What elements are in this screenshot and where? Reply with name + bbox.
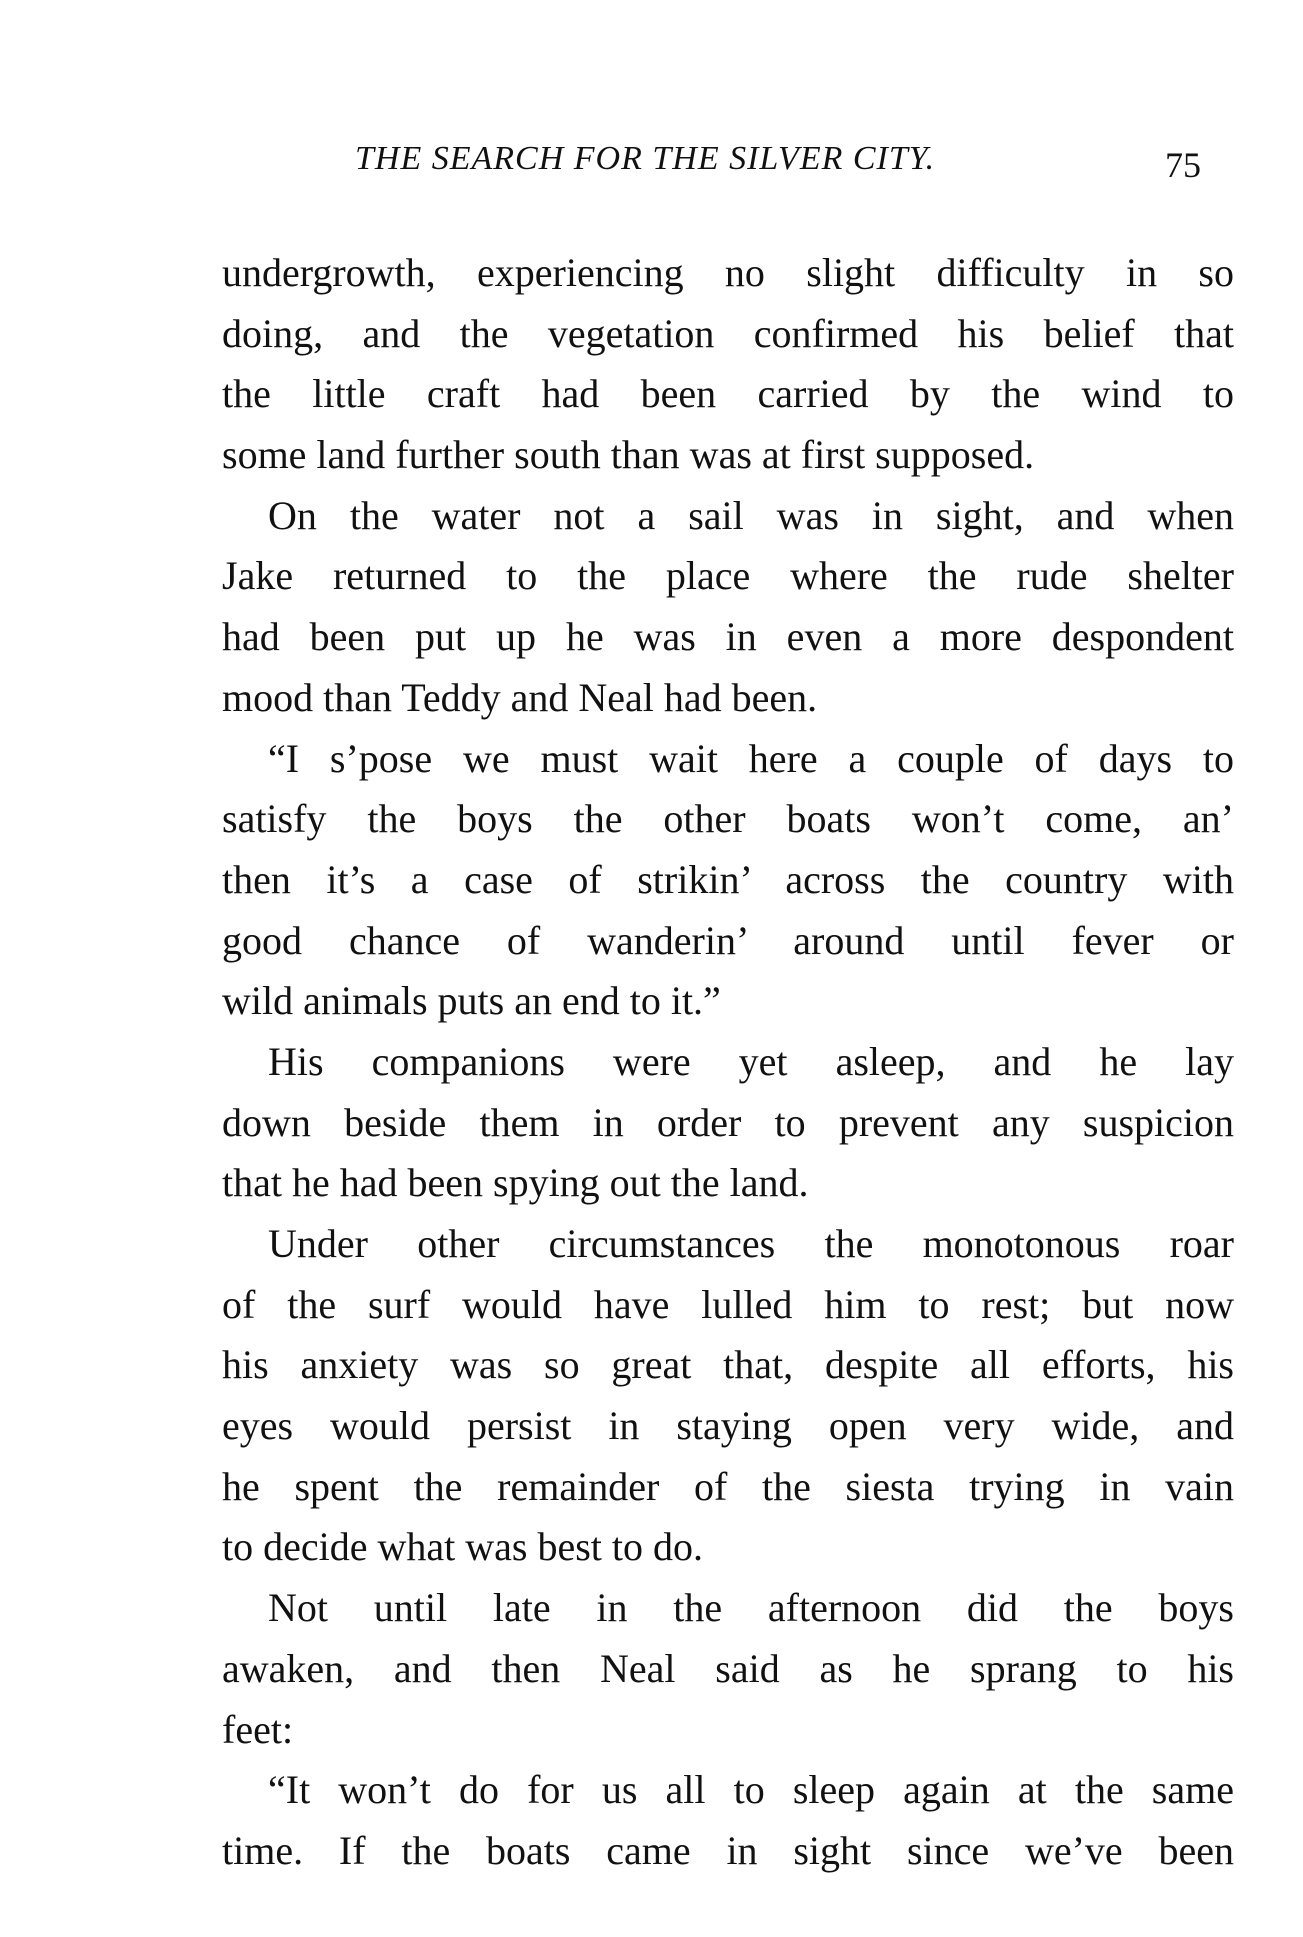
text-line: undergrowth, experiencing no slight difficulty in so [222, 250, 1234, 295]
text-line: of the surf would have lulled him to rest; but now [222, 1281, 1234, 1327]
text-line: some land further south than was at first supposed. [222, 432, 1035, 478]
text-line: the little craft had been carried by the wind to [222, 371, 1234, 417]
text-line: Not until late in the afternoon did the boys [268, 1585, 1234, 1631]
text-line: then it’s a case of strikin’ across the country with [222, 856, 1234, 902]
text-line: doing, and the vegetation confirmed his belief that [222, 310, 1234, 356]
text-line: satisfy the boys the other boats won’t come, an’ [222, 796, 1234, 842]
text-line: mood than Teddy and Neal had been. [222, 674, 818, 720]
text-line: wild animals puts an end to it.” [222, 978, 721, 1024]
text-line: “It won’t do for us all to sleep again at the same [268, 1767, 1234, 1813]
text-line: his anxiety was so great that, despite all efforts, his [222, 1342, 1234, 1388]
text-line: had been put up he was in even a more despondent [222, 614, 1234, 660]
text-line: Jake returned to the place where the rude shelter [222, 553, 1234, 599]
text-line: that he had been spying out the land. [222, 1160, 809, 1206]
text-line: down beside them in order to prevent any suspicion [222, 1099, 1234, 1145]
text-line: awaken, and then Neal said as he sprang to his [222, 1645, 1234, 1691]
page-number: 75 [1165, 145, 1201, 185]
text-line: feet: [222, 1706, 294, 1752]
running-head [0, 140, 1303, 190]
text-line: he spent the remainder of the siesta trying in vain [222, 1463, 1234, 1509]
text-line: Under other circumstances the monotonous roar [268, 1221, 1234, 1266]
text-line: good chance of wanderin’ around until fever or [222, 917, 1234, 963]
text-line: On the water not a sail was in sight, and when [268, 492, 1234, 538]
text-line: time. If the boats came in sight since we’ve been [222, 1827, 1234, 1873]
body-text [222, 243, 1234, 1882]
running-title: THE SEARCH FOR THE SILVER CITY. [355, 140, 936, 177]
text-line: His companions were yet asleep, and he lay [268, 1038, 1234, 1084]
text-line: eyes would persist in staying open very wide, and [222, 1403, 1234, 1449]
text-line: to decide what was best to do. [222, 1524, 703, 1570]
text-line: “I s’pose we must wait here a couple of days to [268, 735, 1234, 781]
